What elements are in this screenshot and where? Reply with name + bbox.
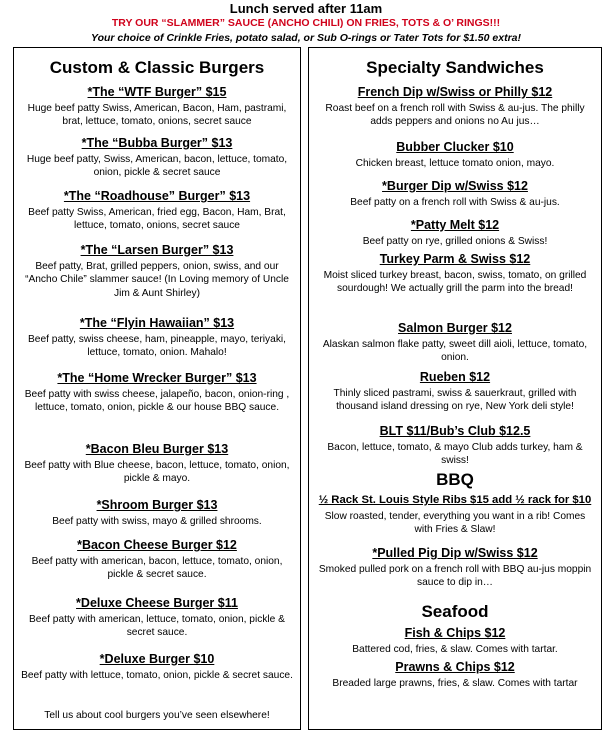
item-name: Bubber Clucker $10 xyxy=(396,140,514,154)
item-name: *Bacon Cheese Burger $12 xyxy=(77,538,237,552)
menu-item xyxy=(14,243,300,300)
item-description: Beef patty on a french roll with Swiss & au-jus. xyxy=(350,197,560,208)
item-description: Beef patty with american, bacon, lettuce, tomato, onion, pickle & secret sauce. xyxy=(31,556,283,581)
burgers-column xyxy=(13,47,301,730)
sides-note: Your choice of Crinkle Fries, potato salad, or Sub O-rings or Tater Tots for $1.50 extra! xyxy=(90,32,521,44)
item-description: Breaded large prawns, fries, & slaw. Comes with tartar xyxy=(332,678,578,689)
menu-item xyxy=(309,424,601,468)
seafood-section-title: Seafood xyxy=(421,602,489,621)
item-description: Beef patty with swiss, mayo & grilled shrooms. xyxy=(52,516,262,527)
item-description: Beef patty, swiss cheese, ham, pineapple, mayo, teriyaki, lettuce, tomato, onion. Mahalo! xyxy=(27,334,287,359)
item-name: *Deluxe Burger $10 xyxy=(99,652,215,666)
item-description: Beef patty with american, lettuce, tomato, onion, pickle & secret sauce. xyxy=(29,614,285,639)
item-name: *Pulled Pig Dip w/Swiss $12 xyxy=(372,546,538,560)
item-name: Fish & Chips $12 xyxy=(404,626,506,640)
item-name: French Dip w/Swiss or Philly $12 xyxy=(357,85,553,99)
menu-item xyxy=(14,442,300,486)
menu-item xyxy=(14,371,300,415)
item-description: Beef patty on rye, grilled onions & Swiss! xyxy=(362,236,548,247)
menu-item xyxy=(309,179,601,209)
menu-item xyxy=(14,316,300,360)
menu-item xyxy=(14,498,300,528)
item-description: Beef patty with swiss cheese, jalapeño, bacon, onion-ring , lettuce, tomato, onion, pickle & our house BBQ sauce. xyxy=(24,389,290,414)
sandwiches-section-title: Specialty Sandwiches xyxy=(366,58,544,77)
bbq-section-title: BBQ xyxy=(436,470,474,489)
menu-item xyxy=(14,85,300,129)
item-description: Smoked pulled pork on a french roll with BBQ au-jus moppin sauce to dip in… xyxy=(318,564,592,589)
menu-item xyxy=(309,493,601,537)
item-description: Beef patty with Blue cheese, bacon, lettuce, tomato, onion, pickle & mayo. xyxy=(24,460,290,485)
item-description: Beef patty, Brat, grilled peppers, onion, swiss, and our “Ancho Chile” slammer sauce! (In Loving memory of Uncle Jim & Aunt Shirley) xyxy=(25,261,289,299)
item-name: *Burger Dip w/Swiss $12 xyxy=(382,179,528,193)
menu-item xyxy=(309,252,601,296)
item-name: Turkey Parm & Swiss $12 xyxy=(379,252,531,266)
item-description: Beef patty with lettuce, tomato, onion, pickle & secret sauce. xyxy=(21,670,293,681)
item-name: *Patty Melt $12 xyxy=(410,218,500,232)
item-name: BLT $11/Bub’s Club $12.5 xyxy=(379,424,531,438)
footer-note: Tell us about cool burgers you’ve seen elsewhere! xyxy=(44,710,270,721)
item-name: *Deluxe Cheese Burger $11 xyxy=(76,596,238,610)
item-name: *The “Roadhouse” Burger” $13 xyxy=(63,189,251,203)
menu-item xyxy=(14,652,300,682)
item-description: Moist sliced turkey breast, bacon, swiss, tomato, on grilled sourdough! We actually grill the parm into the bread! xyxy=(323,270,587,295)
item-name: *Shroom Burger $13 xyxy=(96,498,218,512)
item-name: Prawns & Chips $12 xyxy=(395,660,515,674)
item-description: Slow roasted, tender, everything you want in a rib! Comes with Fries & Slaw! xyxy=(324,511,586,536)
item-name: *The “Bubba Burger” $13 xyxy=(81,136,233,150)
item-description: Alaskan salmon flake patty, sweet dill aioli, lettuce, tomato, onion. xyxy=(322,339,588,364)
item-description: Thinly sliced pastrami, swiss & sauerkraut, grilled with thousand island dressing on rye, New York deli style! xyxy=(333,388,577,413)
item-name: *The “WTF Burger” $15 xyxy=(87,85,227,99)
menu-item xyxy=(309,370,601,414)
menu-item xyxy=(309,660,601,690)
item-name: ½ Rack St. Louis Style Ribs $15 add ½ rack for $10 xyxy=(318,494,592,506)
slammer-sauce-promo: TRY OUR “SLAMMER” SAUCE (ANCHO CHILI) ON FRIES, TOTS & O’ RINGS!!! xyxy=(111,17,501,29)
sandwiches-column xyxy=(308,47,602,730)
item-description: Battered cod, fries, & slaw. Comes with tartar. xyxy=(352,644,558,655)
menu-item xyxy=(309,626,601,656)
item-name: *Bacon Bleu Burger $13 xyxy=(85,442,229,456)
menu-item xyxy=(14,189,300,233)
menu-item xyxy=(309,218,601,248)
item-name: *The “Home Wrecker Burger” $13 xyxy=(57,371,257,385)
lunch-hours-heading: Lunch served after 11am xyxy=(229,1,383,16)
item-description: Chicken breast, lettuce tomato onion, mayo. xyxy=(355,158,555,169)
item-description: Huge beef patty Swiss, American, Bacon, Ham, pastrami, brat, lettuce, tomato, onions, secret sauce xyxy=(27,103,287,128)
item-name: Salmon Burger $12 xyxy=(398,321,512,335)
item-name: Rueben $12 xyxy=(419,370,491,384)
menu-item xyxy=(14,136,300,180)
item-description: Bacon, lettuce, tomato, & mayo Club adds turkey, ham & swiss! xyxy=(327,442,583,467)
menu-item xyxy=(309,85,601,129)
item-description: Roast beef on a french roll with Swiss & au-jus. The philly adds peppers and onions no Au jus… xyxy=(325,103,585,128)
item-name: *The “Larsen Burger” $13 xyxy=(80,243,234,257)
item-description: Beef patty Swiss, American, fried egg, Bacon, Ham, Brat, lettuce, tomato, onions, secret sauce xyxy=(28,207,286,232)
menu-item xyxy=(309,546,601,590)
item-name: *The “Flyin Hawaiian” $13 xyxy=(79,316,235,330)
menu-item xyxy=(14,596,300,640)
menu-item xyxy=(309,321,601,365)
item-description: Huge beef patty, Swiss, American, bacon, lettuce, tomato, onion, pickle & secret sauce xyxy=(26,154,288,179)
menu-item xyxy=(309,140,601,170)
menu-item xyxy=(14,538,300,582)
burgers-section-title: Custom & Classic Burgers xyxy=(49,58,265,77)
